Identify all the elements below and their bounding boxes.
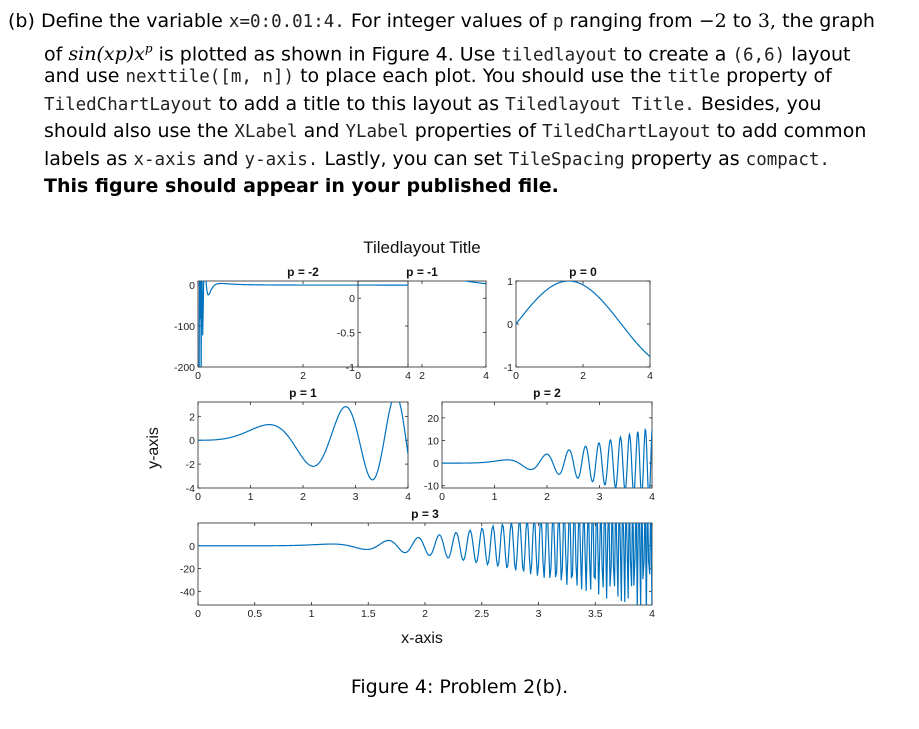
text-fragment: and	[303, 120, 340, 142]
code-tiledlayout-title: Tiledlayout Title.	[505, 94, 695, 115]
x-tick-label: 4	[405, 370, 411, 382]
y-tick-label: -1	[503, 362, 513, 374]
y-tick-label: 0	[189, 435, 195, 448]
x-tick-label: 2	[544, 491, 550, 503]
axes-1	[174, 240, 411, 408]
series-line	[198, 395, 408, 480]
text-fragment: labels as	[44, 147, 128, 170]
x-tick-label: 1	[308, 608, 315, 620]
math-expression-base: sin(xp)x	[68, 42, 145, 65]
x-tick-label: 3	[535, 608, 542, 620]
x-tick-label: 0.5	[247, 608, 263, 620]
text-fragment: Lastly, you can set	[324, 147, 503, 170]
text-fragment: ranging from	[569, 10, 693, 32]
text-fragment: properties of	[414, 120, 537, 142]
code-nexttile: nexttile([m, n])	[125, 67, 295, 87]
problem-label: (b)	[8, 10, 35, 32]
x-tick-label: 1	[491, 491, 498, 503]
x-tick-label: 2.5	[474, 608, 490, 620]
code-tilespacing: TileSpacing	[508, 149, 625, 170]
x-tick-label: 4	[649, 491, 655, 503]
y-tick-label: -2	[185, 459, 195, 472]
x-tick-label: 2	[422, 608, 428, 620]
x-tick-label: 0	[355, 370, 361, 382]
y-tick-label: 10	[427, 435, 439, 448]
x-tick-label: 0	[195, 608, 201, 620]
text-fragment: should also use the	[44, 120, 229, 142]
y-tick-label: 0	[349, 293, 355, 306]
x-tick-label: 1	[247, 491, 254, 503]
text-fragment: and use	[44, 65, 120, 87]
axes-5	[424, 386, 655, 503]
text-fragment: and	[202, 147, 239, 170]
y-tick-label: -200	[173, 362, 195, 374]
y-tick-label: -10	[423, 480, 439, 493]
y-tick-label: -4	[185, 483, 195, 495]
text-fragment: is plotted as shown in Figure 4. Use	[158, 42, 496, 65]
y-tick-label: -1	[345, 362, 355, 374]
x-tick-label: 3	[596, 491, 603, 503]
y-tick-label: -40	[179, 586, 195, 599]
code-tiledlayout: tiledlayout	[501, 44, 618, 65]
text-fragment: Define the variable	[40, 10, 223, 32]
y-tick-label: 1	[507, 276, 513, 288]
axes-title: p = 1	[289, 386, 317, 400]
text-fragment: For integer values of	[350, 10, 547, 32]
x-tick-label: 0	[513, 370, 519, 382]
text-fragment: to	[732, 10, 752, 32]
axes-frame	[198, 523, 652, 605]
common-y-label: y-axis	[145, 427, 162, 469]
x-tick-label: 2	[580, 370, 586, 382]
layout-title: Tiledlayout Title	[363, 238, 481, 257]
code-tiledchartlayout: TiledChartLayout	[542, 122, 711, 142]
code-ylabel: YLabel	[345, 122, 409, 142]
y-tick-label: 0	[189, 280, 195, 293]
text-fragment: Besides, you	[700, 92, 822, 115]
common-x-label: x-axis	[401, 630, 443, 647]
text-fragment: to create a	[623, 42, 727, 65]
y-tick-label: 0	[189, 540, 195, 553]
code-xlabel: XLabel	[234, 122, 298, 142]
code-compact: compact.	[745, 149, 830, 170]
code-title: title	[667, 67, 721, 87]
text-fragment: to place each plot. You should use the	[300, 65, 662, 87]
axes-frame	[516, 281, 650, 367]
y-tick-label: 20	[427, 412, 439, 425]
x-tick-label: 0	[195, 491, 201, 503]
x-tick-label: 0	[439, 491, 445, 503]
code-layout-size: (6,6)	[732, 44, 786, 65]
text-fragment: property as	[630, 147, 740, 170]
x-tick-label: 4	[647, 370, 653, 382]
y-tick-label: 0	[507, 319, 513, 331]
x-tick-label: 2	[300, 491, 306, 503]
range-from: −2	[698, 10, 727, 32]
series-line	[516, 281, 650, 357]
code-y-axis: y-axis.	[244, 149, 319, 170]
axes-frame	[358, 281, 486, 367]
x-tick-label: 2	[300, 370, 306, 382]
axes-frame	[442, 402, 652, 488]
x-tick-label: 3	[352, 491, 359, 503]
y-tick-label: 2	[189, 411, 195, 424]
figure-caption: Figure 4: Problem 2(b).	[350, 676, 569, 698]
axes-title: p = 2	[533, 386, 561, 400]
text-fragment: to add a title to this layout as	[218, 92, 500, 115]
code-tiledchartlayout: TiledChartLayout	[44, 94, 213, 115]
text-fragment: to add common	[716, 120, 867, 142]
x-tick-label: 2	[419, 370, 425, 382]
axes-2	[337, 0, 489, 382]
text-fragment: layout	[791, 42, 851, 65]
y-tick-label: -20	[179, 563, 195, 576]
axes-title: p = -2	[287, 265, 319, 279]
axes-title: p = 3	[411, 507, 439, 521]
code-x-definition: x=0:0.01:4.	[228, 12, 345, 32]
text-fragment: the graph	[782, 10, 875, 32]
range-to: 3,	[757, 10, 777, 32]
x-tick-label: 4	[483, 370, 489, 382]
code-x-axis: x-axis	[133, 149, 197, 170]
axes-4	[186, 386, 411, 503]
text-fragment: property of	[726, 65, 832, 87]
axes-3	[504, 265, 653, 382]
x-tick-label: 4	[405, 491, 411, 503]
axes-title: p = 0	[569, 265, 597, 279]
publish-instruction: This figure should appear in your published file.	[44, 175, 559, 197]
axes-title: p = -1	[406, 265, 438, 279]
x-tick-label: 1.5	[360, 608, 376, 620]
y-tick-label: 0	[433, 458, 439, 471]
text-fragment: of	[44, 42, 63, 65]
axes-frame	[198, 281, 408, 367]
math-exponent: p	[144, 41, 153, 56]
y-tick-label: -0.5	[336, 327, 355, 340]
x-tick-label: 3.5	[587, 608, 603, 620]
x-tick-label: 4	[649, 608, 655, 620]
code-p: p	[552, 12, 564, 32]
series-line	[198, 481, 652, 618]
x-tick-label: 0	[195, 370, 201, 382]
y-tick-label: -100	[173, 321, 195, 334]
axes-layer	[174, 0, 655, 620]
